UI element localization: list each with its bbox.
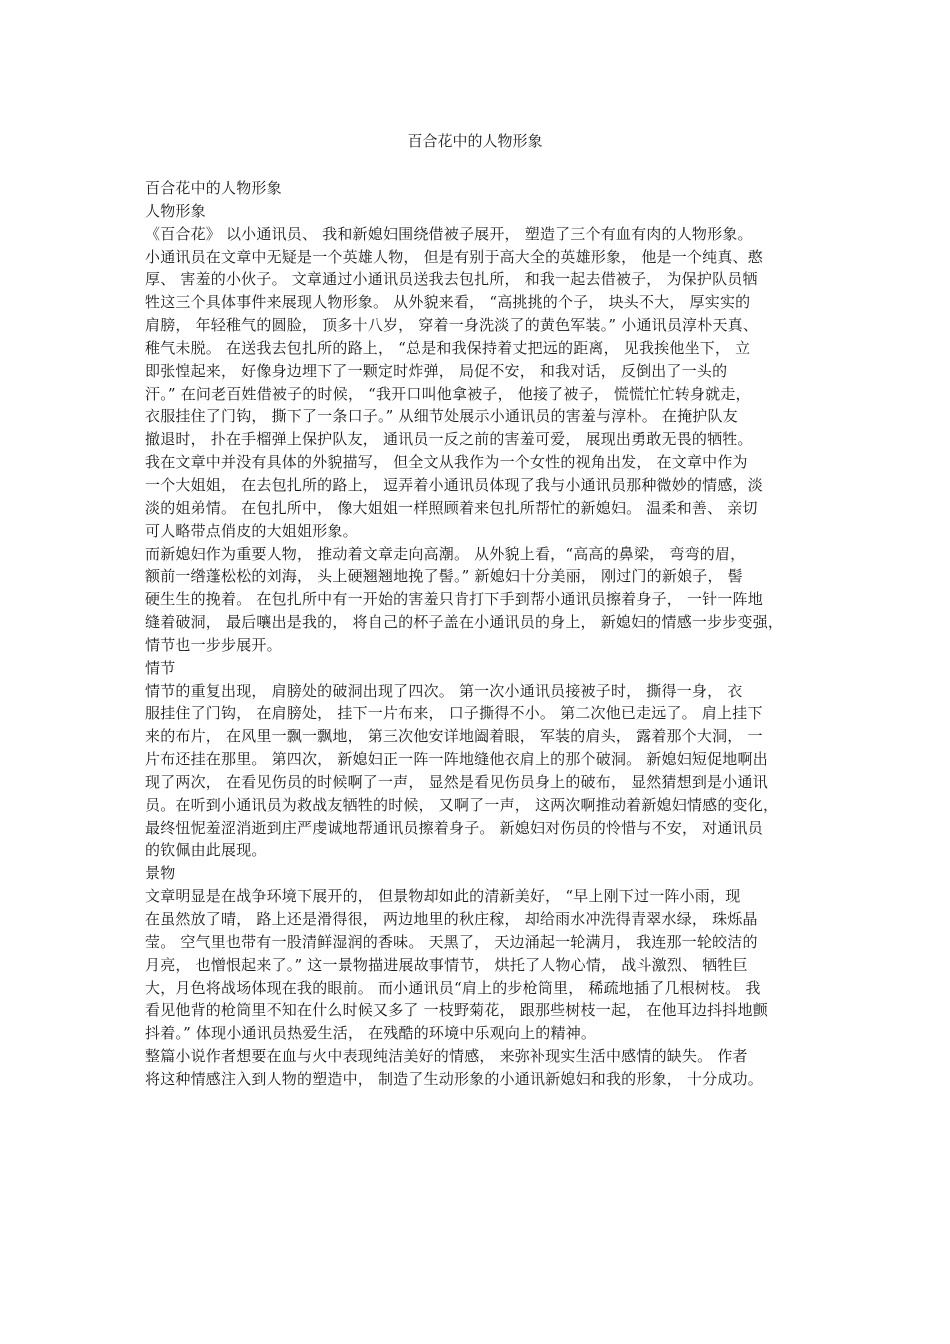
text-line: 我在文章中并没有具体的外貌描写， 但全文从我作为一个女性的视角出发， 在文章中作为 — [145, 453, 748, 472]
text-line: 而新媳妇作为重要人物， 推动着文章走向高潮。 从外貌上看，“高高的鼻梁， 弯弯的眉， — [145, 544, 746, 563]
text-line: 可人略带点俏皮的大姐姐形象。 — [145, 521, 358, 540]
text-line: 莹。 空气里也带有一股清鲜湿润的香味。 天黑了， 天边涌起一轮满月， 我连那一轮皎洁的 — [145, 932, 758, 951]
text-line: 的钦佩由此展现。 — [145, 841, 267, 860]
text-line: 淡的姐弟情。 在包扎所中， 像大姐姐一样照顾着来包扎所帮忙的新媳妇。 温柔和善、 亲切 — [145, 498, 758, 517]
page-title: 百合花中的人物形象 — [407, 132, 543, 150]
text-line: 牲这三个具体事件来展现人物形象。 从外貌来看， “高挑挑的个子， 块头不大， 厚实实的 — [145, 293, 751, 312]
text-line: 大，月色将战场体现在我的眼前。 而小通讯员“肩上的步枪筒里， 稀疏地插了几根树枝。 我 — [145, 978, 761, 997]
body-text — [145, 177, 815, 1091]
text-line: 最终忸怩羞涩消逝到庄严虔诚地帮通讯员擦着身子。 新媳妇对伤员的怜惜与不安， 对通讯员 — [145, 818, 763, 837]
text-line: 额前一绺蓬松松的刘海， 头上硬翘翘地挽了髻。” 新媳妇十分美丽， 刚过门的新娘子， 髻 — [145, 567, 743, 586]
text-line: 汗。” 在问老百姓借被子的时候， “我开口叫他拿被子， 他接了被子， 慌慌忙忙转身就走， — [145, 384, 751, 403]
text-line: 情节的重复出现， 肩膀处的破洞出现了四次。 第一次小通讯员接被子时， 撕得一身， 衣 — [145, 681, 743, 700]
text-line: 服挂住了门钩， 在肩膀处， 挂下一片布来， 口子撕得不小。 第二次他已走远了。 肩上挂下 — [145, 704, 763, 723]
text-line: 现了两次， 在看见伤员的时候啊了一声， 显然是看见伤员身上的破布， 显然猜想到是小通讯 — [145, 772, 768, 791]
text-line: 员。在听到小通讯员为救战友牺牲的时候， 又啊了一声， 这两次啊推动着新媳妇情感的变化， — [145, 795, 779, 814]
text-line: 稚气未脱。 在送我去包扎所的路上， “总是和我保持着丈把远的距离， 见我挨他坐下， 立 — [145, 338, 751, 357]
text-line: 一个大姐姐， 在去包扎所的路上， 逗弄着小通讯员体现了我与小通讯员那种微妙的情感，淡 — [145, 475, 763, 494]
text-line: 百合花中的人物形象 — [145, 179, 282, 197]
text-line: 情节 — [145, 658, 176, 677]
text-line: 厚、 害羞的小伙子。 文章通过小通讯员送我去包扎所， 和我一起去借被子， 为保护队员牺 — [145, 270, 758, 289]
text-line: 硬生生的挽着。 在包扎所中有一开始的害羞只肯打下手到帮小通讯员擦着身子， 一针一阵地 — [145, 590, 763, 609]
text-line: 肩膀， 年轻稚气的圆脸， 顶多十八岁， 穿着一身洗淡了的黄色军装。” 小通讯员淳朴天真、 — [145, 316, 759, 335]
text-line: 来的布片， 在风里一飘一飘地， 第三次他安详地阖着眼， 军装的肩头， 露着那个大洞， 一 — [145, 727, 763, 746]
text-line: 片布还挂在那里。 第四次， 新媳妇正一阵一阵地缝他衣肩上的那个破洞。 新媳妇短促地啊出 — [145, 750, 768, 769]
text-line: 月亮， 也憎恨起来了。” 这一景物描进展故事情节， 烘托了人物心情， 战斗激烈、 牺牲巨 — [145, 955, 748, 974]
text-line: 情节也一步步展开。 — [145, 635, 282, 654]
text-line: 小通讯员在文章中无疑是一个英雄人物， 但是有别于高大全的英雄形象， 他是一个纯真、憨 — [145, 247, 763, 266]
text-line: 景物 — [145, 864, 176, 883]
text-line: 撤退时， 扑在手榴弹上保护队友， 通讯员一反之前的害羞可爱， 展现出勇敢无畏的牺牲。 — [145, 430, 753, 449]
text-line: 在虽然放了晴， 路上还是滑得很， 两边地里的秋庄稼， 却给雨水冲洗得青翠水绿， 珠烁晶 — [145, 910, 758, 928]
text-line: 看见他背的枪筒里不知在什么时候又多了 一枝野菊花， 跟那些树枝一起， 在他耳边抖抖地颤 — [145, 1001, 768, 1020]
text-line: 文章明显是在战争环境下展开的， 但景物却如此的清新美好， “早上刚下过一阵小雨，现 — [145, 887, 741, 906]
text-line: 即张惶起来， 好像身边埋下了一颗定时炸弹， 局促不安， 和我对话， 反倒出了一头的 — [145, 361, 728, 380]
text-line: 将这种情感注入到人物的塑造中， 制造了生动形象的小通讯新媳妇和我的形象， 十分成功。 — [145, 1069, 763, 1088]
text-line: 缝着破洞， 最后嚷出是我的， 将自己的杯子盖在小通讯员的身上， 新媳妇的情感一步步变强， — [145, 613, 784, 632]
text-line: 整篇小说作者想要在血与火中表现纯洁美好的情感， 来弥补现实生活中感情的缺失。 作者 — [145, 1047, 748, 1066]
text-line: 衣服挂住了门钩， 撕下了一条口子。” 从细节处展示小通讯员的害羞与淳朴。 在掩护队友 — [145, 407, 738, 426]
text-line: 《百合花》 以小通讯员、 我和新媳妇围绕借被子展开， 塑造了三个有血有肉的人物形象。 — [145, 224, 753, 243]
text-line: 抖着。” 体现小通讯员热爱生活， 在残酷的环境中乐观向上的精神。 — [145, 1024, 597, 1043]
text-line: 人物形象 — [145, 201, 206, 220]
